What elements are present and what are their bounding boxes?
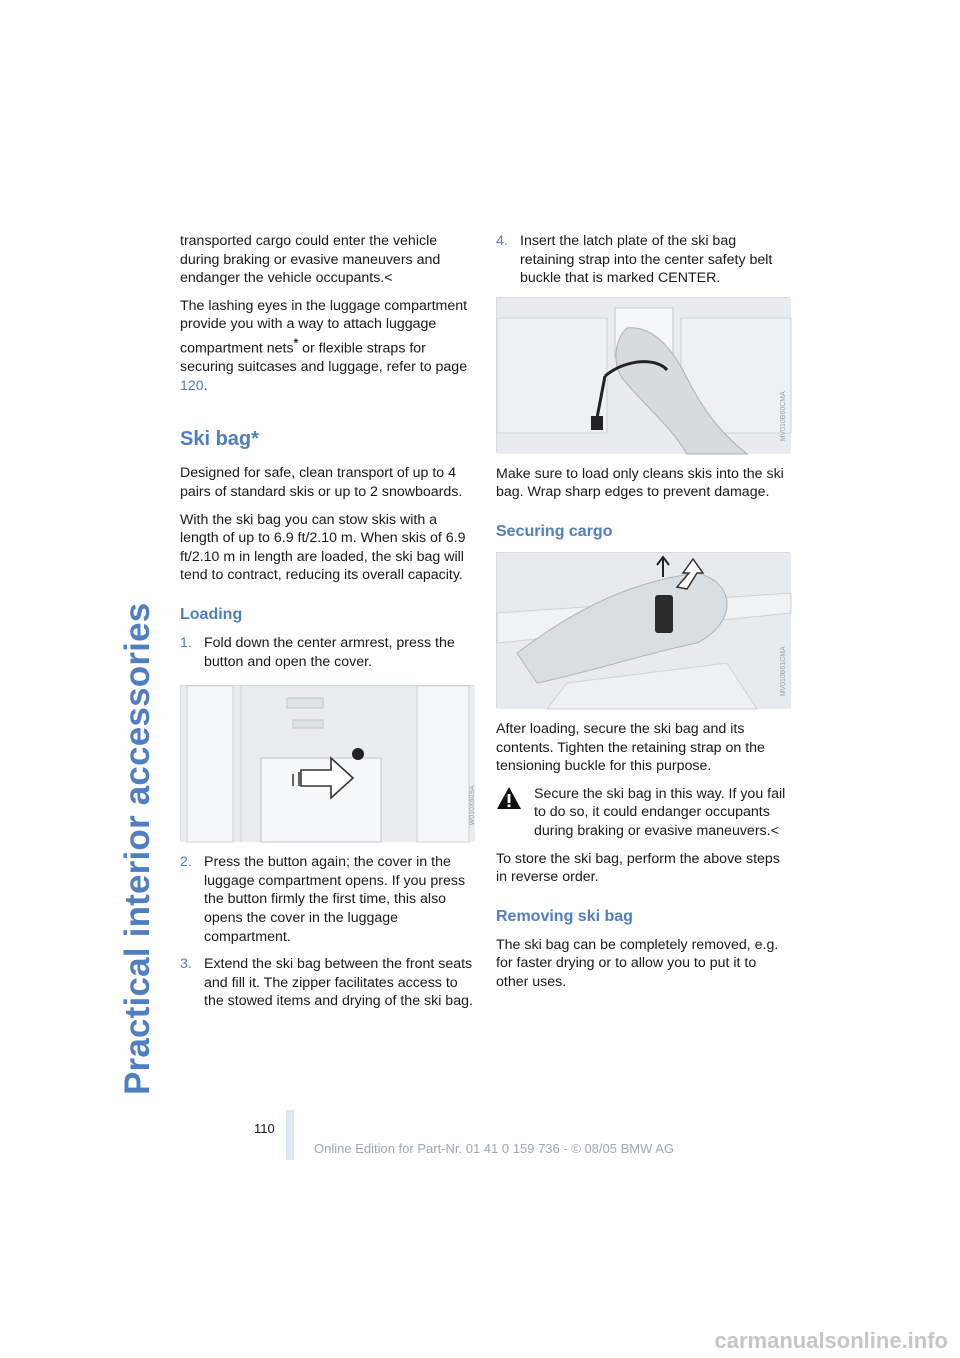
watermark: carmanualsonline.info [714,1328,948,1353]
store-text: To store the ski bag, perform the above steps in reverse order. [496,850,780,886]
after-loading-text: After loading, secure the ski bag and its contents. Tighten the retaining strap on the tensioning buckle for this purpose. [496,720,765,775]
figure-code-3: MV010B61CMA [779,646,787,697]
footer-bar [286,1110,294,1160]
figure-code-2: MV010B60CMA [779,391,787,442]
figure-securing-cargo [496,552,790,708]
page-link-120[interactable]: 120 [180,377,204,394]
ski-bag-strap-illustration [497,298,791,454]
removing-ski-bag-heading: Removing ski bag [496,907,633,925]
right-column [496,232,790,1001]
loading-heading: Loading [180,606,243,624]
securing-cargo-heading: Securing cargo [496,522,613,540]
warning-triangle-icon [496,786,522,810]
armrest-illustration [181,686,475,842]
step-1: 1. Fold down the center armrest, press the button and open the cover. [180,635,455,670]
step-4: 4. Insert the latch plate of the ski bag retaining strap into the center safety belt buckle that is marked CENTER. [496,233,773,287]
figure-ski-bag-strap [496,297,790,453]
step-3: 3. Extend the ski bag between the front seats and fill it. The zipper facilitates access to the stowed items and drying of the ski bag. [180,956,473,1010]
ski-bag-design-text: Designed for safe, clean transport of up to 4 pairs of standard skis or up to 2 snowboards. [180,465,463,501]
ski-bag-stow-text: With the ski bag you can stow skis with a length of up to 6.9 ft/2.10 m. When skis of 6.9 ft/2.10 m in length are loaded, the ski bag will tend to contract, reducing its overall capacity. [180,511,466,584]
page-number: 110 [254,1121,275,1136]
warning-note: Secure the ski bag in this way. If you fail to do so, it could endanger occupants during braking or evasive maneuvers.< [496,785,790,841]
left-column [180,232,474,1020]
lashing-paragraph: The lashing eyes in the luggage compartment provide you with a way to attach luggage compartment nets* or flexible straps for securing suitcases and luggage, refer to page 120. [180,297,468,394]
section-title-vertical: Practical interior accessories [118,602,157,1095]
intro-paragraph: transported cargo could enter the vehicle during braking or evasive maneuvers and endanger the vehicle occupants.< [180,233,441,287]
removing-text: The ski bag can be completely removed, e.g. for faster drying or to allow you to put it to other uses. [496,936,779,990]
step-2: 2. Press the button again; the cover in the luggage compartment opens. If you press the button firmly the first time, this also opens the cover in the luggage compartment. [180,854,466,945]
ski-bag-heading: Ski bag* [180,428,259,451]
securing-cargo-illustration [497,553,791,709]
edition-footer: Online Edition for Part-Nr. 01 41 0 159 736 - © 08/05 BMW AG [314,1141,675,1156]
clean-skis-text: Make sure to load only cleans skis into the ski bag. Wrap sharp edges to prevent damage. [496,465,784,501]
figure-armrest-button [180,685,474,841]
figure-code-1: W010X60SA [468,784,476,825]
